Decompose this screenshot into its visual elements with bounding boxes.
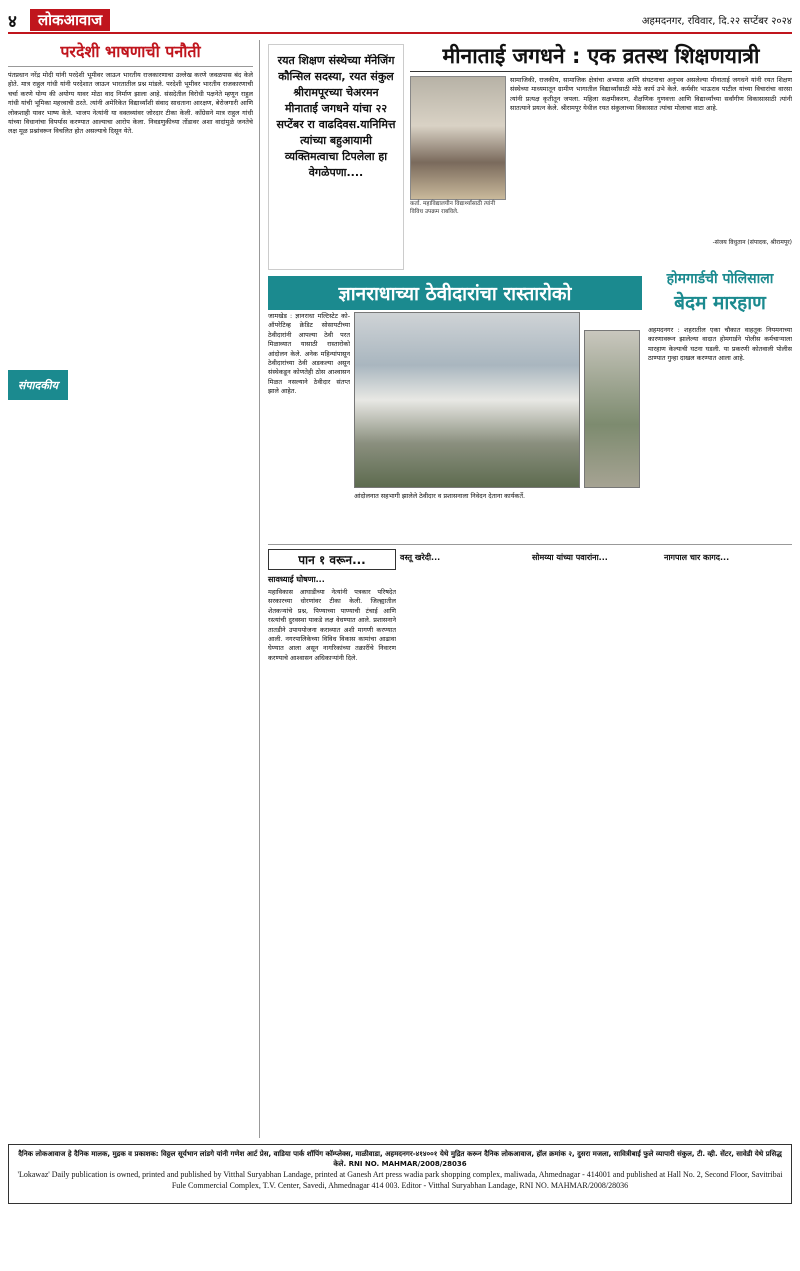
news-side-headline-line2: बेदम मारहाण <box>674 292 766 314</box>
continued-subhead-3: सोमय्या यांच्या पवारांना... <box>532 553 608 562</box>
feature-teaser-text: रयत शिक्षण संस्थेच्या मॅनेजिंग कौन्सिल सदस्या, रयत संकुल श्रीरामपूरच्या चेअरमन मीनाताई जगधने यांचा २२ सप्टेंबर रा वाढदिवस.यानिमित्त त्यांच्या बहुआयामी व्यक्तिमत्वाचा टिपलेला हा वेगळेपणा.... <box>276 54 396 179</box>
continued-label: पान १ वरून... <box>268 549 396 570</box>
print-line <box>8 1144 792 1204</box>
continued-col-3 <box>532 549 660 1138</box>
left-article-title: परदेशी भाषणाची पनौती <box>8 40 253 67</box>
print-line-marathi: दैनिक लोकआवाज हे दैनिक मालक, मुद्रक व प्रकाशक: विठ्ठल सूर्यभान लांडगे यांनी गणेश आर्ट प्रेस, वाडिया पार्क शॉपिंग कॉम्प्लेक्स, माळीवाडा, अहमदनगर-४१४००१ येथे मुद्रित करून दैनिक लोकआवाज, हॉल क्रमांक २, दुसरा मजला, सावित्रीबाई फुले व्यापारी संकुल, टी. व्ही. सेंटर, सावेडी येथे प्रसिद्ध केले. RNI NO. MAHMAR/2008/28036 <box>18 1150 782 1168</box>
continued-stories <box>268 544 792 1138</box>
continued-subhead-1: सावध्याई घोषणा... <box>268 575 325 584</box>
masthead <box>8 8 792 34</box>
news-side-body <box>648 326 792 538</box>
news-side-headline-line1: होमगार्डची पोलिसाला <box>666 271 774 287</box>
print-line-english: 'Lokawaz' Daily publication is owned, printed and published by Vitthal Suryabhan Landage, printed at Ganesh Art press wadia park shopping complex, maliwada, Ahmednagar - 414001 and published at Hall No. 2, Second Floor, Savitribai Fule Commercial Complex, T.V. Center, Savedi, Ahmednagar 414 003. Editor - Vitthal Suryabhan Landage, RNI NO. MAHMAR/2008/28036 <box>17 1170 783 1190</box>
feature-headline: मीनाताई जगधने : एक व्रतस्थ शिक्षणयात्री <box>410 40 792 72</box>
news-side-body-text: अहमदनगर : शहरातील एका चौकात वाहतूक नियमनाच्या कारणावरून झालेल्या वादात होमगार्डने पोलीस कर्मचाऱ्याला मारहाण केल्याची घटना घडली. या प्रकरणी कोतवाली पोलीस ठाण्यात गुन्हा दाखल करण्यात आला आहे. <box>648 326 792 363</box>
left-article-body: पंतप्रधान नरेंद्र मोदी यांनी परदेशी भूमीवर जाऊन भारतीय राजकारणाचा उल्लेख करणे जवळपास बंद केले होते. मात्र राहुल गांधी यांनी परदेशात जाऊन भारतातील प्रश्न मांडले. परदेशी भूमीवर भारतीय राजकारणाची चर्चा करणे योग्य की अयोग्य यावर मोठा वाद निर्माण झाला आहे. संसदेतील विरोधी पक्षनेते म्हणून राहुल गांधी यांची भूमिका महत्त्वाची ठरते. त्यांनी अमेरिकेत विद्यार्थ्यांशी संवाद साधताना आरक्षण, बेरोजगारी आणि लोकशाही यावर भाष्य केले. भाजप नेत्यांनी या वक्तव्यांवर जोरदार टीका केली. काँग्रेसने मात्र राहुल गांधी यांच्या विधानांचा विपर्यास करण्यात आल्याचा आरोप केला. निवडणुकीच्या तोंडावर अशा वादांमुळे जनतेचे लक्ष मूळ प्रश्नांवरून विचलित होत असल्याचे दिसून येते. <box>8 71 253 136</box>
feature-body-text: सामाजिकी, राजकीय, सामाजिक क्षेत्रांचा अभ्यास आणि संघटनाचा अनुभव असलेल्या मीनाताई जगधने यांनी रयत शिक्षण संस्थेच्या माध्यमातून ग्रामीण भागातील विद्यार्थ्यांसाठी मोठे कार्य उभे केले. कर्मवीर भाऊराव पाटील यांच्या विचारांचा वारसा त्यांनी प्रत्यक्ष कृतीतून जपला. महिला सक्षमीकरण, शैक्षणिक गुणवत्ता आणि विद्यार्थ्यांच्या सर्वांगीण विकासासाठी त्यांनी सातत्याने प्रयत्न केले. श्रीरामपूर येथील रयत संकुलाच्या विकासात त्यांचा मोलाचा वाटा आहे. <box>510 76 792 113</box>
continued-col-4 <box>664 549 792 1138</box>
news-main-body: जामखेड : ज्ञानराधा मल्टिस्टेट को-ऑपरेटिव्ह क्रेडिट सोसायटीच्या ठेवीदारांनी आपल्या ठेवी परत मिळाव्यात यासाठी रास्तारोको आंदोलन केले. अनेक महिन्यांपासून ठेवीदारांच्या ठेवी अडकल्या असून संस्थेकडून कोणतेही ठोस आश्वासन मिळत नसल्याने ठेवीदार संतप्त झाले आहेत. <box>268 312 350 396</box>
feature-teaser <box>268 44 404 270</box>
newspaper-logo: लोकआवाज <box>30 9 110 31</box>
news-side-headline <box>648 268 792 324</box>
editorial-tag: संपादकीय <box>8 370 68 400</box>
news-main-headline: ज्ञानराधाच्या ठेवीदारांचा रास्तारोको <box>268 276 642 310</box>
feature-signoff: -संजय विधुतान (संपादक, श्रीरामपूर) <box>712 239 792 246</box>
continued-subhead-2: वस्तू खरेदी... <box>400 553 441 562</box>
protest-photo-side <box>584 330 640 488</box>
continued-body-1: महाविकास आघाडीच्या नेत्यांनी पत्रकार परिषदेत सरकारच्या धोरणांवर टीका केली. जिल्ह्यातील शेतकऱ्यांचे प्रश्न, पिण्याच्या पाण्याची टंचाई आणि रस्त्यांची दुरवस्था याकडे लक्ष वेधण्यात आले. प्रशासनाने तातडीने उपाययोजना कराव्यात अशी मागणी करण्यात आली. नगरपालिकेच्या विविध विकास कामांचा आढावा घेण्यात आला असून नागरिकांच्या तक्रारींचे निवारण करण्याचे आश्वासन अधिकाऱ्यांनी दिले. <box>268 588 396 662</box>
continued-col-2 <box>400 549 528 1138</box>
continued-col-1 <box>268 549 396 1138</box>
protest-photo <box>354 312 580 488</box>
protest-photo-caption: आंदोलनात सहभागी झालेले ठेवीदार व प्रशासनाला निवेदन देताना कार्यकर्ते. <box>354 492 525 500</box>
left-column-article <box>8 40 260 1138</box>
feature-body <box>510 76 792 226</box>
page-number: ४ <box>8 11 17 32</box>
dateline: अहमदनगर, रविवार, दि.२२ सप्टेंबर २०२४ <box>641 16 792 27</box>
portrait-photo <box>410 76 506 200</box>
portrait-caption: कर्ता. महाविद्यालयीन विद्यार्थ्यांसाठी त्यांनी विविध उपक्रम राबविले. <box>410 201 496 215</box>
continued-subhead-4: नागपाल चार कागद... <box>664 553 730 562</box>
